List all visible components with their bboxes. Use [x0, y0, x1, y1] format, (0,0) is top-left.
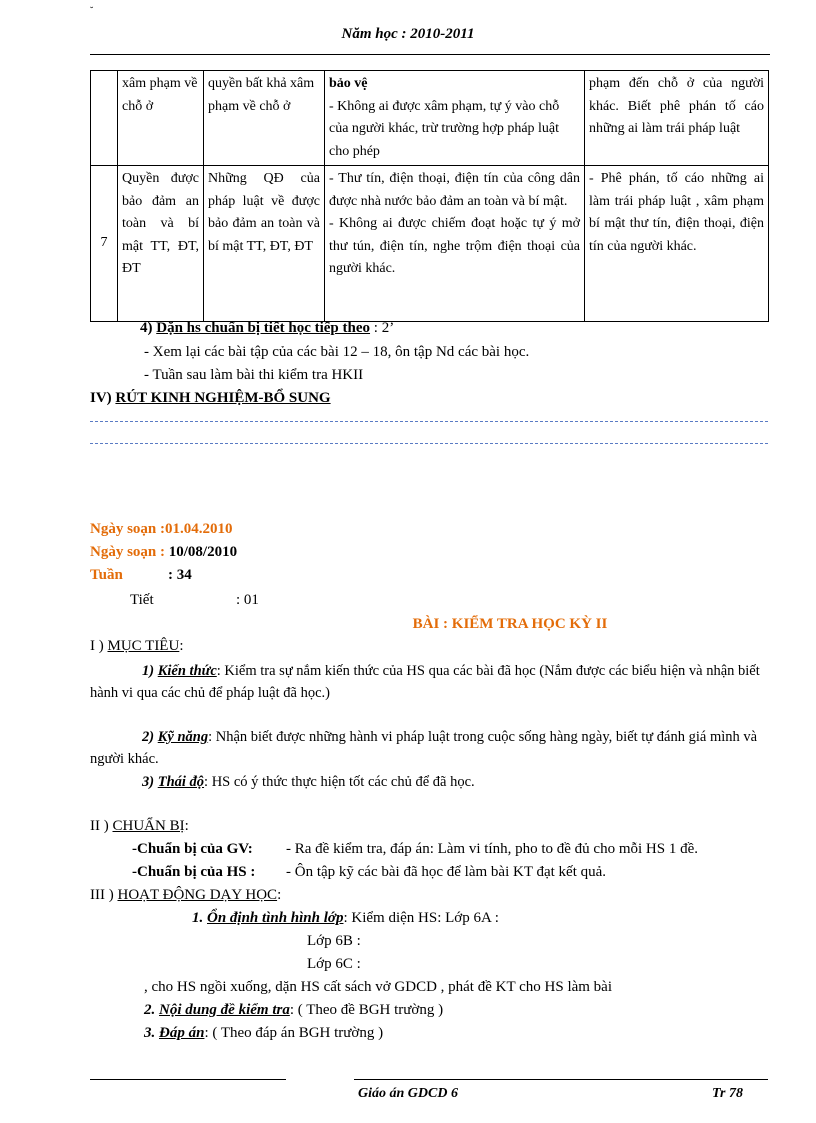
table-row — [91, 166, 769, 322]
prep-date-2-value: 10/08/2010 — [168, 544, 238, 560]
class-6c: Lớp 6C : — [307, 956, 361, 972]
dashed-line — [90, 443, 768, 444]
section-1-num: I ) — [90, 638, 104, 654]
section-3-label: HOẠT ĐỘNG DẠY HỌC — [117, 887, 278, 903]
header-rule — [90, 54, 770, 55]
objective-knowledge — [90, 660, 766, 704]
objective-num: 2) — [142, 729, 155, 745]
section-2-num: II ) — [90, 818, 109, 834]
footer-rule-right — [354, 1079, 768, 1080]
period-label: Tiết — [130, 592, 154, 608]
right-cell: xâm phạm về chỗ ở — [118, 71, 204, 166]
objective-text: : Kiểm tra sự nắm kiến thức của HS qua các bài đã học (Nắm được các biểu hiện và nhận biết hành vi qua các chủ để pháp luật đã học.) — [90, 663, 760, 701]
objective-label: Kỹ năng — [157, 729, 209, 745]
content-cell: Những QĐ của pháp luật về được bảo đảm an toàn và bí mật TT, ĐT, ĐT — [204, 166, 325, 322]
step-3-num: 3. — [144, 1025, 156, 1041]
section-1-label: MỤC TIÊU — [107, 638, 180, 654]
attitude-cell: - Phê phán, tố cáo những ai làm trái pháp luật , xâm phạm bí mật thư tín, điện thoại, điện tín của người khác. — [585, 166, 769, 322]
step-2-text: : ( Theo đề BGH trường ) — [289, 1002, 444, 1018]
right-cell: Quyền được bảo đảm an toàn và bí mật TT, ĐT, ĐT — [118, 166, 204, 322]
attitude-cell: phạm đến chỗ ở của người khác. Biết phê phán tố cáo những ai làm trái pháp luật — [585, 71, 769, 166]
homework-num: 4) — [140, 320, 153, 336]
prep-date-2-label: Ngày soạn : — [90, 544, 166, 560]
law-body: - Không ai được xâm phạm, tự ý vào chỗ của người khác, trừ trường hợp pháp luật cho phép — [329, 98, 560, 159]
period-value: : 01 — [236, 592, 259, 608]
row-number — [91, 71, 118, 166]
law-cell — [325, 71, 585, 166]
objective-attitude — [90, 771, 766, 793]
table-row — [91, 71, 769, 166]
law-title: bảo vệ — [329, 76, 368, 91]
hs-prep-label: -Chuẩn bị của HS : — [132, 864, 256, 880]
content-table — [90, 70, 769, 322]
section-1-colon: : — [179, 638, 184, 654]
week-value: : 34 — [168, 567, 192, 583]
section-3-num: III ) — [90, 887, 114, 903]
gv-prep-label: -Chuẩn bị của GV: — [132, 841, 253, 857]
step-1-num: 1. — [192, 910, 204, 926]
step-1-text: : Kiểm diện HS: Lớp 6A : — [343, 910, 499, 926]
gv-prep-text: - Ra đề kiểm tra, đáp án: Làm vi tính, pho to đề đủ cho mỗi HS 1 đề. — [286, 841, 699, 857]
homework-item: - Xem lại các bài tập của các bài 12 – 18, ôn tập Nd các bài học. — [144, 344, 530, 360]
homework-heading — [140, 320, 394, 337]
objective-text: : HS có ý thức thực hiện tốt các chủ để đã học. — [204, 774, 475, 790]
hs-prep-text: - Ôn tập kỹ các bài đã học để làm bài KT đạt kết quả. — [286, 864, 607, 880]
step-3-label: Đáp án — [159, 1025, 205, 1041]
law-paragraph: - Không ai được chiếm đoạt hoặc tự ý mở thư tún, điện tín, nghe trộm điện thoại của người khác. — [329, 216, 580, 276]
section-3-heading — [90, 887, 281, 904]
step-1-label: Ổn định tình hình lớp — [207, 910, 344, 926]
row-number: 7 — [91, 166, 118, 322]
step-3 — [144, 1025, 383, 1042]
step-2-num: 2. — [144, 1002, 156, 1018]
content-cell: quyền bất khả xâm phạm về chỗ ở — [204, 71, 325, 166]
objective-label: Thái độ — [157, 774, 205, 790]
page-header-title: Năm học : 2010-2011 — [341, 26, 475, 42]
homework-time: : 2’ — [373, 320, 395, 336]
class-6b: Lớp 6B : — [307, 933, 361, 949]
objective-skill — [90, 726, 766, 770]
footer-page-number: Tr 78 — [712, 1086, 743, 1101]
section-2-colon: : — [184, 818, 189, 834]
footer-title: Giáo án GDCD 6 — [358, 1086, 458, 1101]
step-2-label: Nội dung đề kiểm tra — [159, 1002, 290, 1018]
homework-label: Dặn hs chuẩn bị tiết học tiếp theo — [156, 320, 371, 336]
law-paragraph: - Thư tín, điện thoại, điện tín của công dân được nhà nước bảo đảm an toàn và bí mật. — [329, 171, 580, 209]
section-1-heading — [90, 638, 183, 655]
week-label: Tuần — [90, 567, 123, 583]
prep-date-1: Ngày soạn :01.04.2010 — [90, 521, 233, 537]
section-2-heading — [90, 818, 189, 835]
step-3-text: : ( Theo đáp án BGH trường ) — [204, 1025, 384, 1041]
objective-num: 1) — [142, 663, 155, 679]
objective-text: : Nhận biết được những hành vi pháp luật trong cuộc sống hàng ngày, biết tự đánh giá mình và người khác. — [90, 729, 758, 767]
dashed-line — [90, 421, 768, 422]
step-1 — [192, 910, 499, 927]
footer-rule-left — [90, 1079, 286, 1080]
law-cell — [325, 166, 585, 322]
section-2-label: CHUẨN BỊ — [112, 818, 185, 834]
homework-item: - Tuần sau làm bài thi kiểm tra HKII — [144, 367, 364, 383]
section-4-num: IV) — [90, 390, 112, 406]
section-4-label: RÚT KINH NGHIỆM-BỔ SUNG — [115, 390, 331, 406]
lesson-title: BÀI : KIỂM TRA HỌC KỲ II — [412, 616, 608, 632]
section-4-heading — [90, 390, 331, 407]
section-3-colon: : — [277, 887, 282, 903]
corner-mark: ˘ — [90, 6, 94, 17]
prep-date-2 — [90, 544, 237, 561]
step-2 — [144, 1002, 443, 1019]
objective-num: 3) — [142, 774, 155, 790]
objective-label: Kiến thức — [157, 663, 217, 679]
class-note: , cho HS ngồi xuống, dặn HS cất sách vở GDCD , phát đề KT cho HS làm bài — [144, 979, 613, 995]
